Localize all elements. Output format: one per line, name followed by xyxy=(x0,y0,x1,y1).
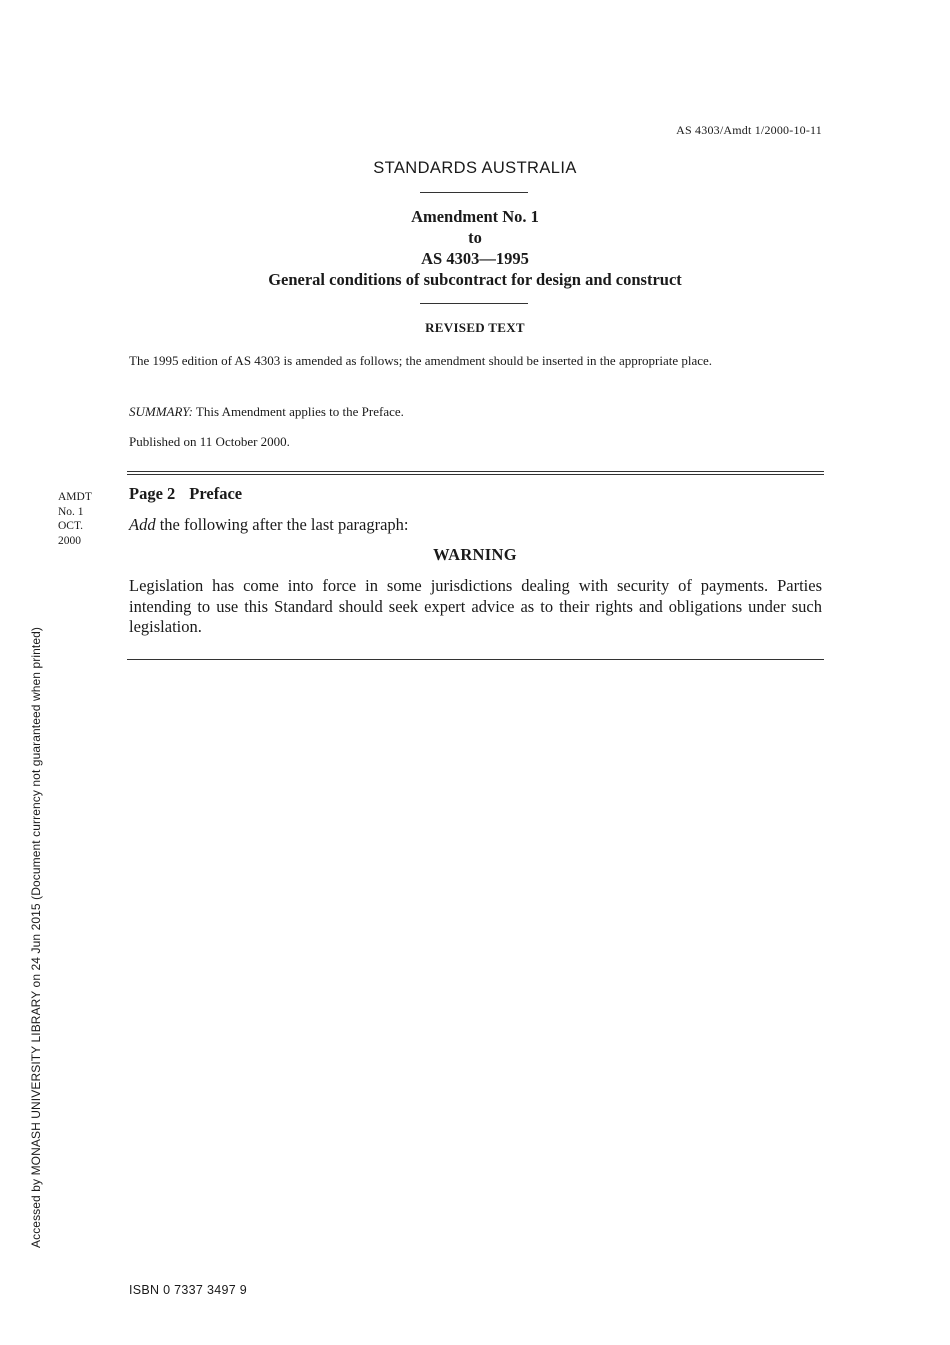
title-divider-top xyxy=(420,192,528,193)
amendment-instruction xyxy=(129,515,409,535)
summary-line xyxy=(129,402,822,422)
margin-note-line: 2000 xyxy=(58,534,81,547)
standard-subject: General conditions of subcontract for design and construct xyxy=(268,270,682,289)
margin-note-line: No. 1 xyxy=(58,505,84,518)
instruction-verb: Add xyxy=(129,515,156,534)
isbn-number: ISBN 0 7337 3497 9 xyxy=(129,1283,247,1297)
summary-text: This Amendment applies to the Preface. xyxy=(192,404,404,419)
margin-note-line: OCT. xyxy=(58,520,84,532)
margin-note-line: AMDT xyxy=(58,491,92,503)
access-notice: Accessed by MONASH UNIVERSITY LIBRARY on 24 Jun 2015 (Document currency not guaranteed when printed) xyxy=(29,627,43,1248)
standard-number: AS 4303—1995 xyxy=(421,249,529,268)
page-section-heading xyxy=(129,484,242,504)
title-connector: to xyxy=(468,228,482,247)
published-date: Published on 11 October 2000. xyxy=(129,434,290,449)
page-reference: Page 2 xyxy=(129,484,176,503)
section-divider-bottom xyxy=(127,659,824,660)
summary-label: SUMMARY: xyxy=(129,404,193,419)
amendment-margin-note xyxy=(58,490,92,548)
section-divider-top xyxy=(127,471,824,475)
instruction-text: the following after the last paragraph: xyxy=(155,515,409,534)
organization-name: STANDARDS AUSTRALIA xyxy=(373,159,577,177)
revised-text-heading: REVISED TEXT xyxy=(425,320,525,335)
document-reference: AS 4303/Amdt 1/2000-10-11 xyxy=(676,123,822,137)
intro-paragraph: The 1995 edition of AS 4303 is amended as follows; the amendment should be inserted in the appropriate place. xyxy=(129,353,713,368)
amendment-title xyxy=(0,206,950,290)
title-divider-bottom xyxy=(420,303,528,304)
section-name: Preface xyxy=(189,484,243,503)
warning-paragraph: Legislation has come into force in some jurisdictions dealing with security of payments. Parties intending to use this Standard should seek expert advice as to their rights and obligations under such legislation. xyxy=(129,576,822,636)
amendment-number: Amendment No. 1 xyxy=(411,207,539,226)
warning-heading: WARNING xyxy=(433,545,517,564)
